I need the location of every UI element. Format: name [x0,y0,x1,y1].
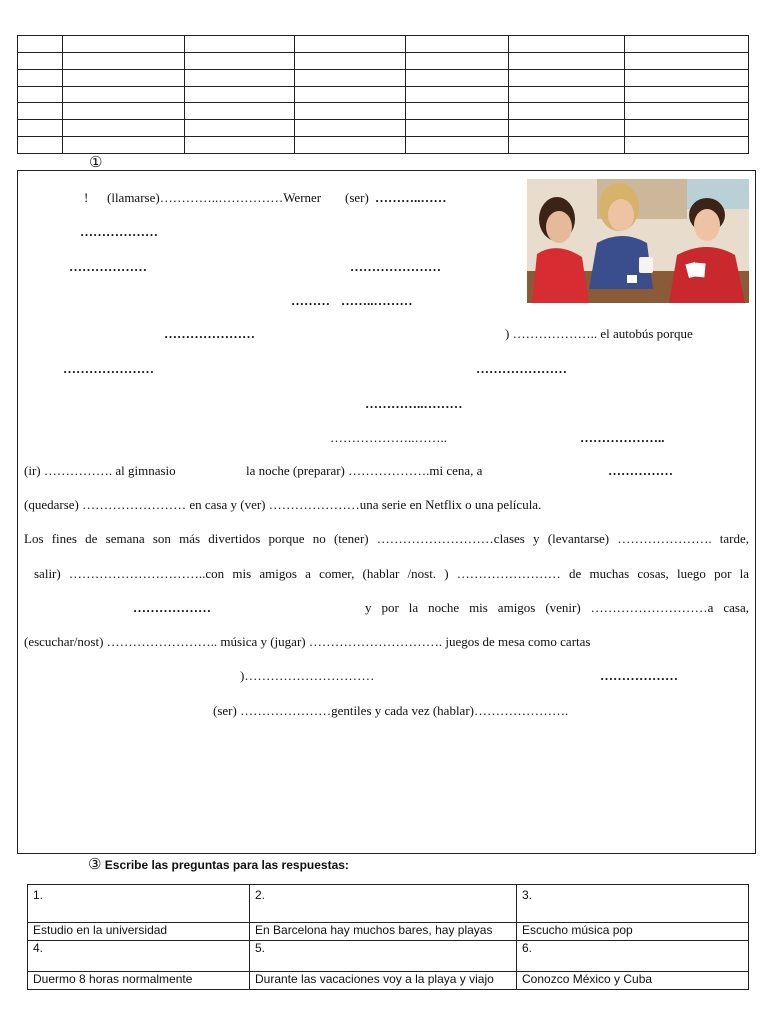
photo-friends-playing-cards [527,179,749,303]
grid-cell[interactable] [509,137,625,154]
line4-blank-a: ……… [291,293,330,308]
section-3-heading [88,855,349,873]
section-3-number: ③ [88,855,102,873]
grid-row [18,86,749,103]
grid-cell[interactable] [509,52,625,69]
section-3-title: Escribe las preguntas para las respuestas: [104,858,349,872]
question-cell-4[interactable] [28,941,250,972]
grid-row [18,137,749,154]
line16-ser: (ser) …………………gentiles y cada vez (hablar)…………………. [213,703,569,718]
line8-blank-b: ……………….. [580,430,665,445]
grid-cell[interactable] [509,69,625,86]
answer-cell-4: Duermo 8 horas normalmente [28,972,250,990]
grid-cell[interactable] [18,120,63,137]
grid-cell[interactable] [185,103,295,120]
grid-cell[interactable] [63,120,185,137]
grid-cell[interactable] [509,103,625,120]
answer-cell-6: Conozco México y Cuba [517,972,749,990]
line13-blank: ……………… [133,600,211,615]
line10-quedarse: (quedarse) …………………… en casa y (ver) …………………una serie en Netflix o una película. [24,497,542,512]
line1-blank: ………..…… [375,190,447,205]
grid-row [18,103,749,120]
line5-autobus: ) ……………….. el autobús porque [505,326,693,341]
grid-cell[interactable] [18,103,63,120]
grid-cell[interactable] [18,69,63,86]
card-game-illustration [527,179,749,303]
grid-cell[interactable] [509,36,625,53]
grid-cell[interactable] [295,137,406,154]
answer-cell-5: Durante las vacaciones voy a la playa y viajo [250,972,517,990]
grid-cell[interactable] [63,36,185,53]
grid-cell[interactable] [625,103,749,120]
line6-blank-b: ………………… [476,361,567,376]
grid-cell[interactable] [295,103,406,120]
grid-row [18,120,749,137]
line12-salir: salir) …………………………..con mis amigos a comer, (hablar /nost. ) …………………… de muchas cosas, luego por la [34,566,749,581]
grid-row [18,36,749,53]
blank-grid-table [17,35,749,154]
grid-cell[interactable] [406,120,509,137]
line1-llamarse: (llamarse)…………..……………Werner [107,190,322,205]
answer-cell-1: Estudio en la universidad [28,923,250,941]
grid-cell[interactable] [406,52,509,69]
line3-blank-b: ………………… [350,259,441,274]
grid-cell[interactable] [625,137,749,154]
question-cell-2[interactable] [250,885,517,923]
line9-preparar: la noche (preparar) ……………….mi cena, a [246,463,483,478]
grid-row [18,69,749,86]
grid-row [18,52,749,69]
grid-cell[interactable] [185,69,295,86]
grid-cell[interactable] [406,137,509,154]
line14-escuchar: (escuchar/nost) …………………….. música y (jugar) …………………………. juegos de mesa como cartas [24,634,591,649]
grid-cell[interactable] [406,69,509,86]
cell-number: 6. [522,941,533,955]
grid-cell[interactable] [18,86,63,103]
question-cell-6[interactable] [517,941,749,972]
grid-cell[interactable] [63,86,185,103]
answer-cell-3: Escucho música pop [517,923,749,941]
grid-cell[interactable] [18,137,63,154]
question-cell-3[interactable] [517,885,749,923]
line5-blank: ………………… [164,326,255,341]
grid-cell[interactable] [295,52,406,69]
grid-cell[interactable] [63,137,185,154]
grid-cell[interactable] [185,137,295,154]
line15-blank-b: ……………… [600,668,678,683]
line3-blank-a: ……………… [69,259,147,274]
grid-cell[interactable] [509,120,625,137]
grid-cell[interactable] [295,36,406,53]
line9-blank: …………… [608,463,673,478]
grid-cell[interactable] [63,52,185,69]
answer-cell-2: En Barcelona hay muchos bares, hay playas [250,923,517,941]
grid-cell[interactable] [185,86,295,103]
line13-venir: y por la noche mis amigos (venir) ………………………a casa, [365,600,749,615]
grid-cell[interactable] [185,52,295,69]
grid-cell[interactable] [625,52,749,69]
grid-cell[interactable] [295,86,406,103]
cell-number: 1. [33,888,44,902]
grid-cell[interactable] [185,36,295,53]
grid-cell[interactable] [406,103,509,120]
grid-cell[interactable] [185,120,295,137]
grid-cell[interactable] [63,69,185,86]
grid-cell[interactable] [625,120,749,137]
grid-cell[interactable] [295,120,406,137]
grid-cell[interactable] [625,69,749,86]
line7-blank: …………..……… [365,396,463,411]
cell-number: 3. [522,888,533,902]
grid-cell[interactable] [509,86,625,103]
line15-blank-a: )………………………… [240,668,375,683]
line8-blank-a: ………………..…….. [330,430,447,445]
line11-fines-de-semana: Los fines de semana son más divertidos porque no (tener) ………………………clases y (levantarse) …………………. tarde, [24,531,749,546]
grid-cell[interactable] [406,86,509,103]
cell-number: 5. [255,941,266,955]
grid-cell[interactable] [63,103,185,120]
line4-blank-b: ……..……… [341,293,413,308]
grid-cell[interactable] [18,36,63,53]
grid-cell[interactable] [295,69,406,86]
grid-cell[interactable] [625,36,749,53]
grid-cell[interactable] [625,86,749,103]
question-cell-1[interactable] [28,885,250,923]
line9-ir: (ir) ……………. al gimnasio [24,463,176,478]
line1-ser: (ser) [345,190,369,205]
grid-cell[interactable] [406,36,509,53]
cell-number: 4. [33,941,44,955]
line6-blank-a: ………………… [63,361,154,376]
cell-number: 2. [255,888,266,902]
line2-blank: ……………… [80,224,158,239]
questions-answers-table [27,884,749,990]
section-1-number: ① [89,153,103,171]
grid-cell[interactable] [18,52,63,69]
line1-exclamation: ! [84,190,89,205]
question-cell-5[interactable] [250,941,517,972]
